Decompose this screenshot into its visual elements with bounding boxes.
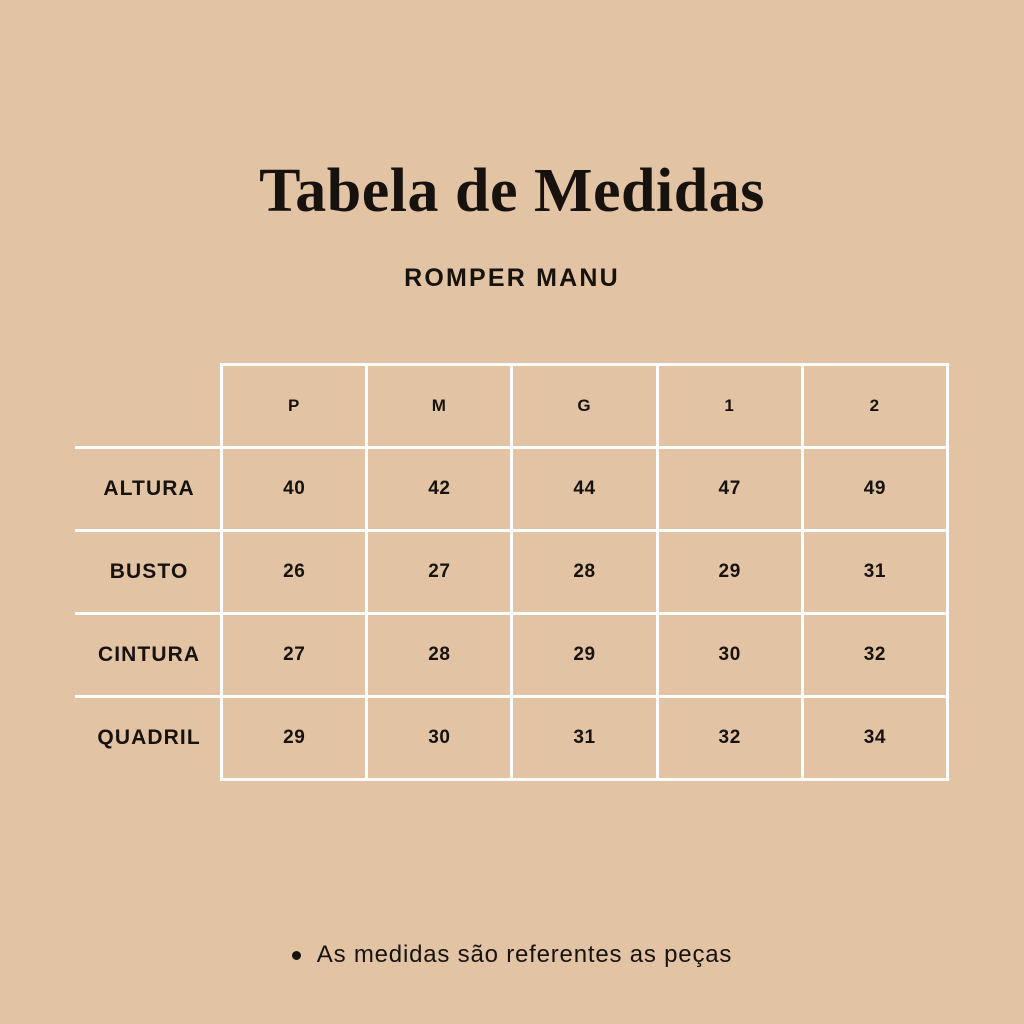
bullet-icon xyxy=(292,951,301,960)
table-header xyxy=(77,365,948,448)
table-row xyxy=(77,697,948,780)
cell-quadril-p: 29 xyxy=(222,697,367,780)
product-name: ROMPER MANU xyxy=(404,264,620,292)
cell-quadril-g: 31 xyxy=(512,697,657,780)
table-corner-cell xyxy=(77,365,222,448)
row-label-cintura: CINTURA xyxy=(77,614,222,697)
cell-altura-g: 44 xyxy=(512,448,657,531)
cell-altura-p: 40 xyxy=(222,448,367,531)
table-row xyxy=(77,614,948,697)
column-header-p: P xyxy=(222,365,367,448)
page-title: Tabela de Medidas xyxy=(259,157,765,225)
cell-altura-2: 49 xyxy=(802,448,947,531)
cell-cintura-2: 32 xyxy=(802,614,947,697)
cell-busto-p: 26 xyxy=(222,531,367,614)
table-row xyxy=(77,531,948,614)
cell-quadril-2: 34 xyxy=(802,697,947,780)
row-label-busto: BUSTO xyxy=(77,531,222,614)
column-header-1: 1 xyxy=(657,365,802,448)
row-label-quadril: QUADRIL xyxy=(77,697,222,780)
cell-cintura-1: 30 xyxy=(657,614,802,697)
cell-busto-m: 27 xyxy=(367,531,512,614)
measurements-table-container xyxy=(75,363,949,781)
footnote xyxy=(0,941,1024,969)
cell-busto-g: 28 xyxy=(512,531,657,614)
table-header-row xyxy=(77,365,948,448)
cell-busto-1: 29 xyxy=(657,531,802,614)
footnote-text: As medidas são referentes as peças xyxy=(316,941,733,968)
table-body xyxy=(77,448,948,780)
cell-altura-1: 47 xyxy=(657,448,802,531)
measurements-table xyxy=(75,363,949,781)
column-header-2: 2 xyxy=(802,365,947,448)
cell-quadril-1: 32 xyxy=(657,697,802,780)
column-header-g: G xyxy=(512,365,657,448)
column-header-m: M xyxy=(367,365,512,448)
cell-busto-2: 31 xyxy=(802,531,947,614)
table-row xyxy=(77,448,948,531)
cell-cintura-p: 27 xyxy=(222,614,367,697)
cell-altura-m: 42 xyxy=(367,448,512,531)
cell-cintura-g: 29 xyxy=(512,614,657,697)
cell-cintura-m: 28 xyxy=(367,614,512,697)
cell-quadril-m: 30 xyxy=(367,697,512,780)
row-label-altura: ALTURA xyxy=(77,448,222,531)
